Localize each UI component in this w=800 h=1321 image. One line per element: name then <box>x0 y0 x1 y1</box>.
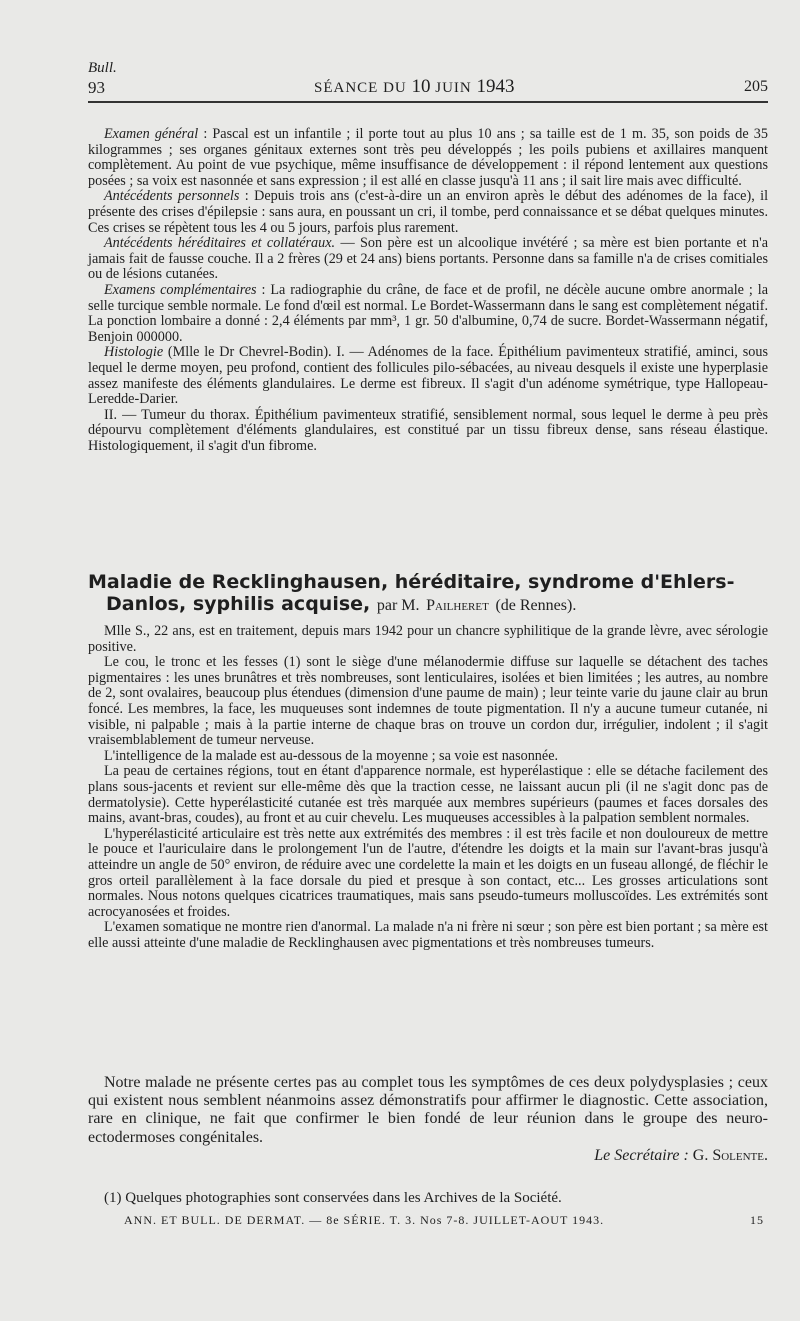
paragraph-label: Antécédents personnels <box>104 188 240 205</box>
case-two-text <box>88 624 768 951</box>
running-head-year: 1943 <box>476 76 515 97</box>
conclusion-paragraph: Notre malade ne présente certes pas au complet tous les symptômes de ces deux polydysplasies ; ceux qui existent nous semblent néanmoins assez démonstratifs pour affirmer le diagnostic. Cette association, rare en clinique, ne fait que confirmer le bien fondé de leur réunion dans le groupe des neuro-ectodermoses congénitales. <box>88 1074 768 1146</box>
running-head <box>314 76 515 98</box>
paragraph-label: Antécédents héréditaires et collatéraux. <box>104 235 336 252</box>
paragraph <box>88 189 768 236</box>
paragraph: L'hyperélasticité articulaire est très nette aux extrémités des membres : il est très facile et non douloureux de mettre le pouce et l'auriculaire dans le prolongement l'un de l'autre, d'étendre les doigts et la main sur l'avant-bras jusqu'à atteindre un angle de 50° environ, de réduire avec une cordelette la main et les doigts en un fuseau allongé, de fléchir le gros orteil parallèlement à la face dorsale du pied et presque à son contact, etc... Les grosses articulations sont normales. Nous notons quelques cicatrices traumatiques, mais sans pseudo-tumeurs molluscoïdes. Les extrémités sont acrocyanosées et froides. <box>88 825 768 920</box>
article-by: par M. <box>376 597 420 614</box>
running-head-day: 10 <box>411 76 431 97</box>
paragraph-text: : Depuis trois ans (c'est-à-dire un an environ après le début des adénomes de la face), il présente des crises d'épilepsie : sans aura, en poussant un cri, il tombe, perd connaissance et se débat quelques minutes. Ces crises se répètent tous les 4 ou 5 jours, parfois plus rarement. <box>88 188 769 236</box>
page-number-left: 93 <box>88 78 105 97</box>
paragraph-text: : Pascal est un infantile ; il porte tout au plus 10 ans ; sa taille est de 1 m. 35, son poids de 35 kilogrammes ; ses organes génitaux externes sont très peu développés ; les poils pubiens et axillaires manquent complètement. Au point de vue psychique, même insuffisance de développement : il répond lentement aux questions posées ; sa voix est nasonnée et sans expression ; il est allé en classe jusqu'à 11 ans ; il sait lire mais avec difficulté. <box>88 126 768 189</box>
footnote: (1) Quelques photographies sont conservées dans les Archives de la Société. <box>104 1190 562 1206</box>
paragraph <box>88 283 768 345</box>
paragraph-text: — Son père est un alcoolique invétéré ; sa mère est bien portante et n'a jamais fait de fausse couche. Il a 2 frères (29 et 24 ans) biens portants. Personne dans sa famille n'a de crises comitiales ou de lésions cutanées. <box>88 235 769 283</box>
article-affiliation: (de Rennes). <box>495 597 577 614</box>
paragraph: Mlle S., 22 ans, est en traitement, depuis mars 1942 pour un chancre syphilitique de la grande lèvre, avec sérologie positive. <box>88 623 768 655</box>
signature-initial: G. <box>692 1146 709 1164</box>
paragraph <box>88 127 768 189</box>
paragraph: L'examen somatique ne montre rien d'anormal. La malade n'a ni frère ni sœur ; son père est bien portant ; sa mère est elle aussi atteinte d'une maladie de Recklinghausen avec pigmentations et très nombreuses tumeurs. <box>88 919 768 951</box>
case-one-text <box>88 127 768 454</box>
page-number-right: 205 <box>744 78 768 95</box>
paragraph-label: Examen général <box>104 126 199 142</box>
paragraph <box>88 236 768 283</box>
paragraph: Le cou, le tronc et les fesses (1) sont le siège d'une mélanodermie diffuse sur laquelle se détachent des taches pigmentaires : les unes brunâtres et très nombreuses, sont lenticulaires, isolées et bien limitées ; les autres, au nombre de 2, sont ovalaires, beaucoup plus étendues (dimension d'une paume de main) ; leur teinte varie du jaune clair au brun foncé. Les membres, la face, les muqueuses sont indemnes de toute pigmentation. Il n'y a aucune tumeur cutanée, ni visible, ni palpable ; mais à la partie interne de chaque bras on trouve un cordon dur, irrégulier, indolent ; il s'agit vraisemblablement de tumeur nerveuse. <box>88 654 768 749</box>
running-head-month: JUIN <box>435 80 472 96</box>
header-rule <box>88 101 768 103</box>
journal-abbrev: Bull. <box>88 60 117 76</box>
article-title-line-1: Maladie de Recklinghausen, héréditaire, syndrome d'Ehlers- <box>88 571 735 593</box>
article-title-part: Danlos, syphilis acquise, <box>106 593 371 615</box>
footer-number: 15 <box>750 1213 764 1227</box>
signature-label: Le Secrétaire : <box>594 1146 689 1164</box>
running-header <box>88 76 768 100</box>
paragraph <box>88 408 768 455</box>
paragraph-text: II. — Tumeur du thorax. Épithélium pavimenteux stratifié, sensiblement normal, sous lequel le derme à peu près dépourvu complètement d'éléments glandulaires, est constitué par un tissu fibreux dense, sans réseau élastique. Histologiquement, il s'agit d'un fibrome. <box>88 406 768 454</box>
paragraph: La peau de certaines régions, tout en étant d'apparence normale, est hyperélastique : elle se détache facilement des plans sous-jacents et revient sur elle-même dès que la traction cesse, ne laissant aucun pli (il ne s'agit donc pas de dermatolysie). Cette hyperélasticité cutanée est très marquée aux membres supérieurs (paumes et faces dorsales des mains, avant-bras, coudes), au front et au cuir chevelu. Les muqueuses accessibles à la palpation semblent normales. <box>88 763 768 827</box>
paragraph: L'intelligence de la malade est au-dessous de la moyenne ; sa voie est nasonnée. <box>104 747 559 764</box>
footer-citation: ANN. ET BULL. DE DERMAT. — 8e SÉRIE. T. 3. Nos 7-8. JUILLET-AOUT 1943. <box>124 1213 605 1227</box>
paragraph-text: : La radiographie du crâne, de face et de profil, ne décèle aucune ombre anormale ; la selle turcique semble normale. Le fond d'œil est normal. Le Bordet-Wassermann dans le sang est complètement négatif. La ponction lombaire a donné : 2,4 éléments par mm³, 1 gr. 50 d'albumine, 0,74 de sucre. Bordet-Wassermann négatif, Benjoin 000000. <box>88 281 768 345</box>
conclusion <box>88 1074 768 1165</box>
signature-name: Solente. <box>712 1146 768 1164</box>
page-footer <box>124 1213 764 1228</box>
article-author: Pailheret <box>426 597 489 614</box>
paragraph-text: (Mlle le Dr Chevrel-Bodin). I. — Adénomes de la face. Épithélium pavimenteux stratifié, aminci, sous lequel le derme moyen, peu profond, contient des follicules pilo-sébacées, au niveau desquels il existe une hyperplasie assez manifeste des éléments glandulaires. Le derme est fibreux. Il s'agit d'un adénome symétrique, type Hallopeau-Leredde-Darier. <box>88 344 768 408</box>
paragraph-label: Examens complémentaires <box>104 281 257 298</box>
article-title <box>88 571 768 617</box>
article-title-line-2 <box>88 593 768 617</box>
signature-line <box>88 1147 768 1165</box>
paragraph <box>88 345 768 407</box>
paragraph-label: Histologie <box>104 344 164 361</box>
running-head-pre: SÉANCE DU <box>314 80 407 96</box>
